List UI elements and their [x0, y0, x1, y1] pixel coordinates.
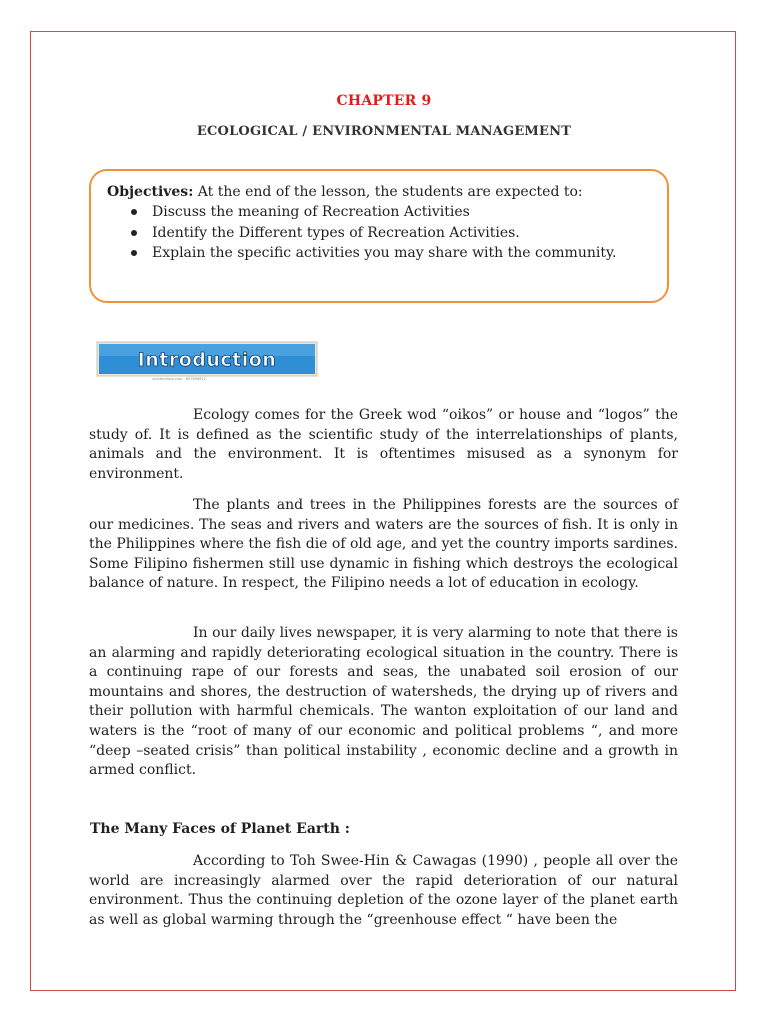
objectives-label: Objectives:: [107, 184, 194, 200]
paragraph-philippines: The plants and trees in the Philippines forests are the sources of our medicines. The seas and rivers and waters are the sources of fish. It is only in the Philippines where the fish die of old age, and yet the country imports sardines. Some Filipino fishermen still use dynamic in fishing which destroys the ecological balance of nature. In respect, the Filipino needs a lot of education in ecology.: [89, 497, 678, 592]
objective-item: Identify the Different types of Recreation Activities.: [129, 223, 667, 244]
objectives-heading: [107, 182, 667, 202]
chapter-title: ECOLOGICAL / ENVIRONMENTAL MANAGEMENT: [196, 124, 572, 139]
paragraph-planet-earth: According to Toh Swee-Hin & Cawagas (1990) , people all over the world are increasingly alarmed over the rapid deterioration of our natural environment. Thus the continuing depletion of the ozone layer of the planet earth as well as global warming through the “greenhouse effect “ have been the: [89, 853, 678, 928]
section-title: The Many Faces of Planet Earth :: [90, 821, 350, 837]
paragraph-ecology: Ecology comes for the Greek wod “oikos” or house and “logos” the study of. It is defined as the scientific study of the interrelationships of plants, animals and the environment. It is oftentimes misused as a synonym for environment.: [89, 407, 678, 482]
objectives-intro: At the end of the lesson, the students are expected to:: [193, 184, 583, 200]
chapter-number: CHAPTER 9: [336, 93, 432, 109]
banner-text: Introduction: [137, 349, 277, 371]
objective-item: Explain the specific activities you may share with the community.: [129, 243, 667, 264]
objectives-box: [89, 169, 669, 303]
paragraph-newspaper: In our daily lives newspaper, it is very alarming to note that there is an alarming and rapidly deteriorating ecological situation in the country. There is a continuing rape of our forests and seas, the unabated soil erosion of our mountains and shores, the destruction of watersheds, the drying up of rivers and their pollution with harmful chemicals. The wanton exploitation of our land and waters is the “root of many of our economic and political problems “, and more “deep –seated crisis” than political instability , economic decline and a growth in armed conflict.: [89, 625, 678, 779]
objective-item: Discuss the meaning of Recreation Activities: [129, 202, 667, 223]
banner-caption: shutterstock.com · 807896812: [152, 377, 206, 381]
objectives-list: [107, 202, 667, 264]
introduction-banner: [95, 341, 319, 381]
